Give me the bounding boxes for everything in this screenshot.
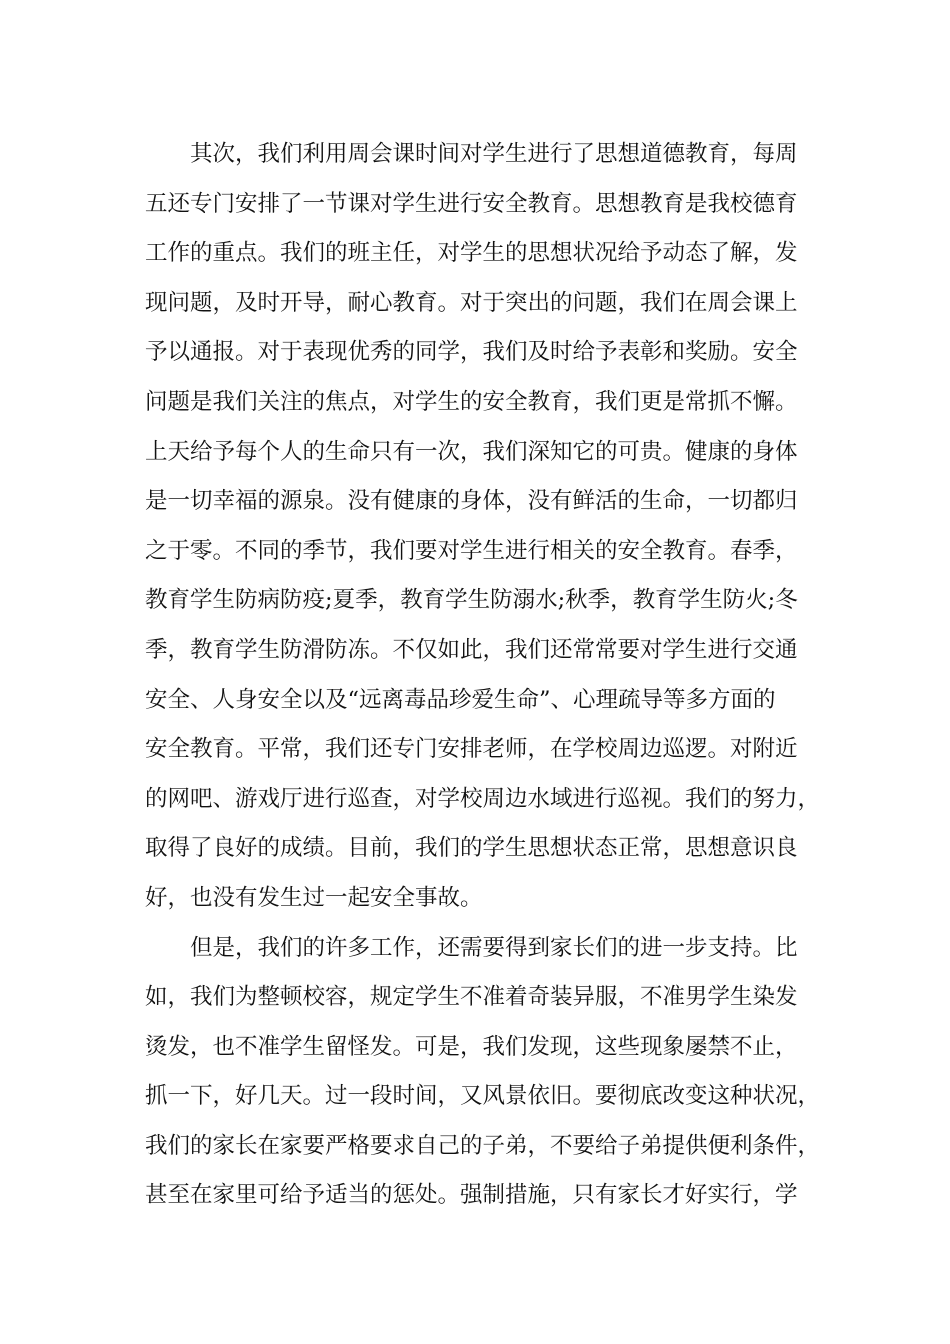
paragraph-line: 甚至在家里可给予适当的惩处。强制措施，只有家长才好实行，学 xyxy=(145,1182,798,1209)
document-body xyxy=(145,130,825,1221)
paragraph-line: 上天给予每个人的生命只有一次，我们深知它的可贵。健康的身体 xyxy=(145,438,798,465)
paragraph-line: 取得了良好的成绩。目前，我们的学生思想状态正常，思想意识良 xyxy=(145,835,798,862)
paragraph-line: 工作的重点。我们的班主任，对学生的思想状况给予动态了解，发 xyxy=(145,240,798,267)
paragraph-1 xyxy=(145,130,825,924)
paragraph-line: 烫发，也不准学生留怪发。可是，我们发现，这些现象屡禁不止， xyxy=(145,1033,798,1060)
paragraph-line: 抓一下，好几天。过一段时间，又风景依旧。要彻底改变这种状况， xyxy=(145,1083,821,1110)
paragraph-line: 教育学生防病防疫;夏季，教育学生防溺水;秋季，教育学生防火;冬 xyxy=(145,587,798,614)
paragraph-line: 但是，我们的许多工作，还需要得到家长们的进一步支持。比 xyxy=(190,934,798,961)
paragraph-2 xyxy=(145,924,825,1222)
paragraph-line: 其次，我们利用周会课时间对学生进行了思想道德教育，每周 xyxy=(190,141,798,167)
paragraph-line: 好，也没有发生过一起安全事故。 xyxy=(145,884,483,911)
paragraph-line: 问题是我们关注的焦点，对学生的安全教育，我们更是常抓不懈。 xyxy=(145,388,798,415)
paragraph-line: 安全、人身安全以及“远离毒品珍爱生命”、心理疏导等多方面的 xyxy=(145,686,776,713)
paragraph-line: 的网吧、游戏厅进行巡查，对学校周边水域进行巡视。我们的努力， xyxy=(145,785,821,812)
paragraph-line: 季，教育学生防滑防冻。不仅如此，我们还常常要对学生进行交通 xyxy=(145,636,798,663)
paragraph-line: 安全教育。平常，我们还专门安排老师，在学校周边巡逻。对附近 xyxy=(145,736,798,763)
paragraph-line: 之于零。不同的季节，我们要对学生进行相关的安全教育。春季， xyxy=(145,537,798,564)
paragraph-line: 现问题，及时开导，耐心教育。对于突出的问题，我们在周会课上 xyxy=(145,289,798,316)
paragraph-line: 五还专门安排了一节课对学生进行安全教育。思想教育是我校德育 xyxy=(145,190,798,217)
paragraph-line: 予以通报。对于表现优秀的同学，我们及时给予表彰和奖励。安全 xyxy=(145,339,798,366)
paragraph-line: 是一切幸福的源泉。没有健康的身体，没有鲜活的生命，一切都归 xyxy=(145,488,798,515)
paragraph-line: 如，我们为整顿校容，规定学生不准着奇装异服，不准男学生染发 xyxy=(145,984,798,1011)
paragraph-line: 我们的家长在家要严格要求自己的子弟，不要给子弟提供便利条件， xyxy=(145,1132,821,1159)
